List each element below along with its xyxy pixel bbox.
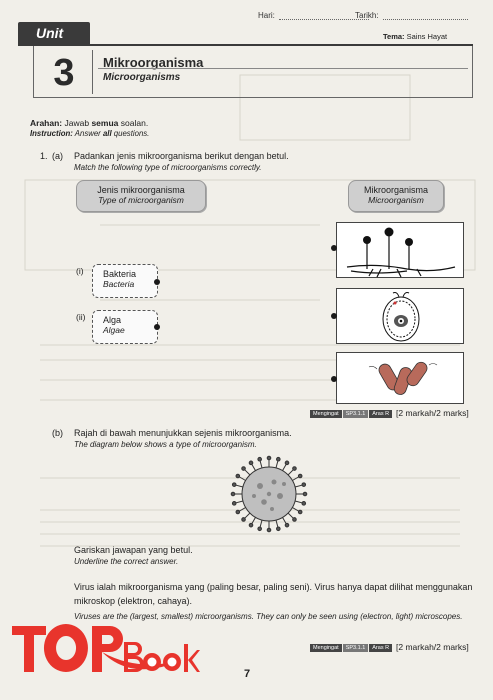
instruction-label: Instruction:	[30, 129, 73, 138]
part-b-label: (b)	[52, 428, 63, 438]
option-bakteria-ms: Bakteria	[103, 269, 137, 279]
virus-spike-tip	[293, 518, 297, 522]
match-dot-bakteria[interactable]	[154, 279, 160, 285]
arahan-text-2: soalan.	[120, 118, 149, 128]
arahan-label: Arahan:	[30, 118, 63, 128]
item-ii-roman: (ii)	[76, 312, 86, 322]
tema	[383, 32, 447, 41]
arahan-bold: semua	[91, 118, 119, 128]
tarikh-label: Tarikh:	[355, 11, 379, 20]
instruction	[30, 129, 149, 138]
virus-statement[interactable]: Virus ialah mikroorganisma yang (paling besar, paling seni). Virus hanya dapat dilihat menggunakan mikroskop (elektron, cahaya).	[74, 582, 473, 606]
virus-spike-tip	[277, 527, 281, 531]
virus-spike-tip	[302, 483, 306, 487]
virus-spike-tip	[298, 474, 302, 478]
option-bakteria-en: Bacteria	[103, 279, 135, 289]
part-a-text: Padankan jenis mikroorganisma berikut dengan betul.	[74, 151, 289, 161]
image-box-algae	[336, 288, 464, 344]
virus-spike-tip	[232, 483, 236, 487]
unit-header-box	[33, 46, 473, 98]
arahan-text-1: Jawab	[64, 118, 90, 128]
tag-a-sp: SP3.1.1	[343, 410, 369, 418]
tema-label: Tema:	[383, 32, 405, 41]
virus-spike-tip	[303, 492, 307, 496]
virus-spike-tip	[242, 467, 246, 471]
hari-label: Hari:	[258, 11, 275, 20]
virus-spike-tip	[285, 461, 289, 465]
underline-instruction: Gariskan jawapan yang betul.	[74, 545, 193, 555]
virus-spike-tip	[298, 510, 302, 514]
virus-spike-tip	[236, 510, 240, 514]
virus-spike-tip	[236, 474, 240, 478]
image-box-mould	[336, 222, 464, 278]
skill-tag-a	[310, 410, 393, 418]
virus-statement-en: Viruses are the (largest, smallest) microorganisms. They can only be seen using (electron, light) microscopes.	[74, 612, 463, 621]
match-dot-image-2[interactable]	[331, 313, 337, 319]
virus-spike-tip	[277, 457, 281, 461]
tema-value: Sains Hayat	[406, 32, 448, 41]
virus-spike-tip	[242, 518, 246, 522]
part-a-text-en: Match the following type of microorganisms correctly.	[74, 163, 262, 172]
marks-part-b: [2 markah/2 marks]	[396, 642, 469, 652]
underline-instruction-en: Underline the correct answer.	[74, 557, 179, 566]
unit-tab: Unit	[18, 22, 90, 44]
item-i-roman: (i)	[76, 266, 84, 276]
algae-cell-icon	[337, 289, 465, 345]
match-option-bakteria[interactable]	[92, 264, 158, 298]
virus-spike-tip	[302, 502, 306, 506]
match-dot-image-3[interactable]	[331, 376, 337, 382]
virus-spike-tip	[231, 492, 235, 496]
instruction-bold: all	[102, 129, 112, 138]
match-dot-alga[interactable]	[154, 324, 160, 330]
part-b-text-en: The diagram below shows a type of microorganism.	[74, 440, 257, 449]
page-title: Mikroorganisma	[103, 55, 204, 70]
match-dot-image-1[interactable]	[331, 245, 337, 251]
page-number: 7	[244, 668, 251, 680]
instruction-text-2: questions.	[113, 129, 150, 138]
tarikh-line	[383, 12, 468, 20]
option-alga-en: Algae	[103, 325, 125, 335]
virus-spike-tip	[232, 502, 236, 506]
virus-spike-tip	[258, 457, 262, 461]
mould-sporangia-icon	[337, 223, 465, 279]
virus-spike-tip	[258, 527, 262, 531]
question-number: 1.	[40, 151, 48, 161]
tag-a-aras: Aras R	[369, 410, 392, 418]
tag-a-skill: Mengingat	[310, 410, 342, 418]
image-box-bacteria	[336, 352, 464, 404]
marks-part-a: [2 markah/2 marks]	[396, 408, 469, 418]
type-header-ms: Jenis mikroorganisma	[97, 185, 185, 195]
type-header-pill	[76, 180, 206, 212]
virus-spike-tip	[267, 456, 271, 460]
arahan	[30, 118, 148, 128]
title-rule	[98, 68, 468, 69]
virus-spike-tip	[285, 523, 289, 527]
tag-b-aras: Aras R	[369, 644, 392, 652]
virus-spike-tip	[249, 523, 253, 527]
virus-spike-tip	[249, 461, 253, 465]
microorganism-header-en: Microorganism	[368, 195, 424, 205]
tag-b-skill: Mengingat	[310, 644, 342, 652]
tarikh-field	[355, 11, 468, 20]
microorganism-header-ms: Mikroorganisma	[363, 185, 429, 195]
match-option-alga[interactable]	[92, 310, 158, 344]
page-title-en: Microorganisms	[103, 72, 181, 83]
virus-icon	[224, 454, 314, 534]
type-header-en: Type of microorganism	[98, 195, 184, 205]
microorganism-header-pill	[348, 180, 444, 212]
virus-spike-tip	[293, 467, 297, 471]
part-a-label: (a)	[52, 151, 63, 161]
part-b-text: Rajah di bawah menunjukkan sejenis mikroorganisma.	[74, 428, 292, 438]
unit-number: 3	[53, 52, 75, 94]
topbooks-logo	[6, 606, 201, 694]
skill-tag-b	[310, 644, 393, 652]
bacteria-rods-icon	[337, 353, 465, 405]
unit-separator	[92, 50, 93, 94]
virus-spike-tip	[267, 528, 271, 532]
hari-field	[258, 11, 369, 20]
instruction-text-1: Answer	[74, 129, 101, 138]
option-alga-ms: Alga	[103, 315, 122, 325]
tag-b-sp: SP3.1.1	[343, 644, 369, 652]
